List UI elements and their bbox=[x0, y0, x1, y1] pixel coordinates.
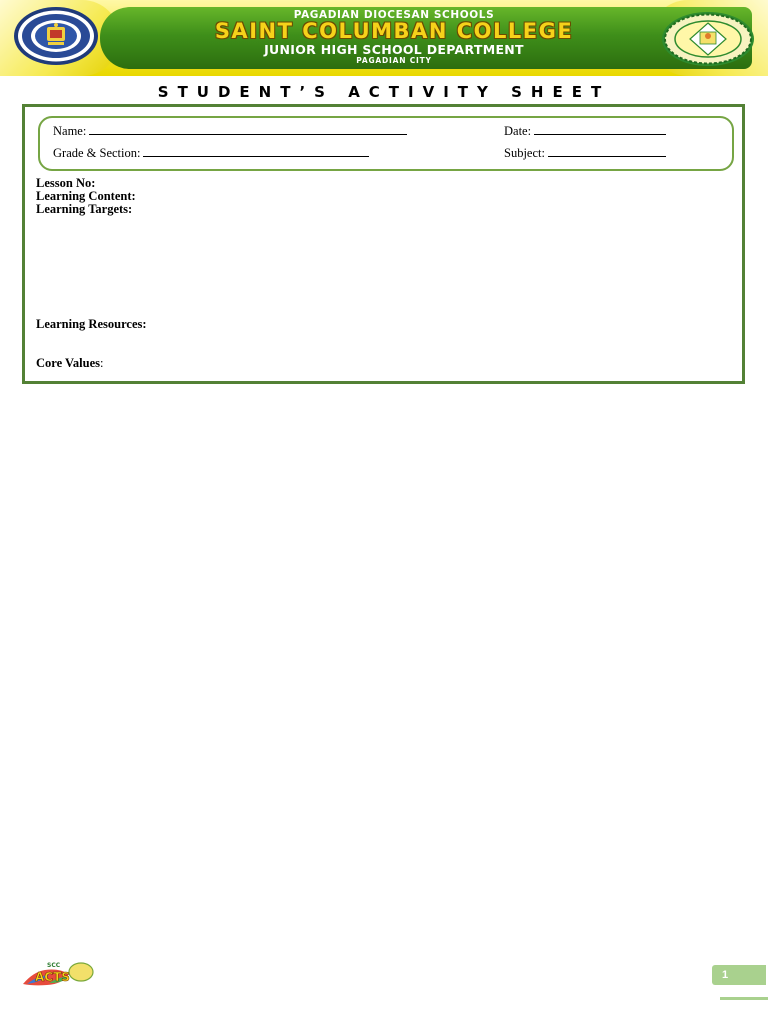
date-input-line[interactable] bbox=[534, 122, 666, 135]
date-field bbox=[504, 122, 666, 139]
scc-acts-logo-icon bbox=[19, 958, 95, 988]
name-label: Name: bbox=[53, 124, 87, 138]
learning-resources-label: Learning Resources: bbox=[36, 317, 147, 331]
subject-input-line[interactable] bbox=[548, 144, 666, 157]
banner-college-name: SAINT COLUMBAN COLLEGE bbox=[214, 19, 574, 43]
grade-section-field bbox=[53, 144, 369, 161]
core-values-label bbox=[36, 357, 104, 370]
grade-section-input-line[interactable] bbox=[143, 144, 369, 157]
page-title: STUDENT’S ACTIVITY SHEET bbox=[157, 83, 611, 101]
learning-content-label: Learning Content: bbox=[36, 189, 136, 203]
subject-field bbox=[504, 144, 666, 161]
activity-box bbox=[22, 104, 745, 384]
svg-text:ACTS: ACTS bbox=[35, 970, 70, 984]
name-input-line[interactable] bbox=[89, 122, 407, 135]
subject-label: Subject: bbox=[504, 146, 545, 160]
student-info-box bbox=[38, 116, 734, 171]
svg-text:SCC: SCC bbox=[47, 962, 61, 969]
name-field bbox=[53, 122, 407, 139]
lesson-no-label: Lesson No: bbox=[36, 176, 96, 190]
page-number: 1 bbox=[712, 965, 766, 985]
banner-city: PAGADIAN CITY bbox=[356, 56, 432, 65]
page-number-rule bbox=[720, 997, 768, 1000]
learning-targets-label: Learning Targets: bbox=[36, 202, 133, 216]
header-banner bbox=[0, 0, 768, 76]
diocese-seal-icon bbox=[13, 6, 99, 66]
college-seal-icon bbox=[656, 10, 756, 68]
date-label: Date: bbox=[504, 124, 532, 138]
banner-school-system: PAGADIAN DIOCESAN SCHOOLS bbox=[293, 9, 495, 21]
core-values-colon: : bbox=[100, 356, 104, 370]
grade-section-label: Grade & Section: bbox=[53, 146, 141, 160]
banner-department: JUNIOR HIGH SCHOOL DEPARTMENT bbox=[264, 42, 524, 57]
core-values-text: Core Values bbox=[36, 356, 101, 370]
